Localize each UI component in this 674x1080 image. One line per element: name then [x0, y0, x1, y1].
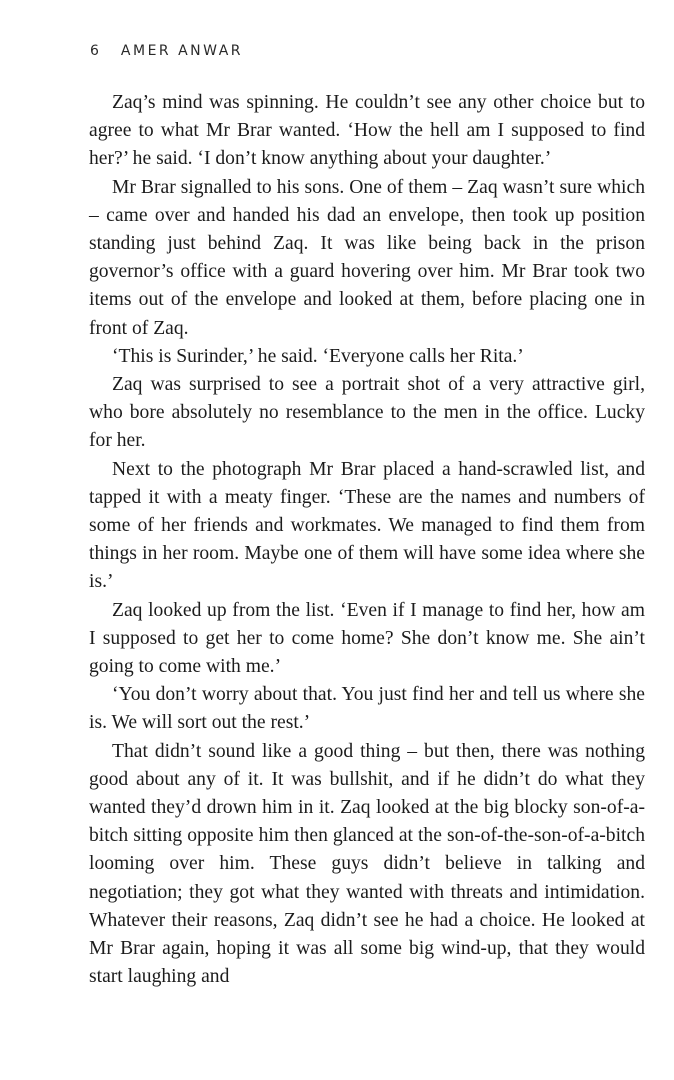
paragraph: Next to the photograph Mr Brar placed a hand-scrawled list, and tapped it with a meaty finger. ‘These are the names and numbers of some of her friends and workmates. We managed to find them from things in her room. Maybe one of them will have some idea where she is.’	[89, 458, 645, 593]
page-number: 6	[90, 43, 99, 59]
paragraph: ‘You don’t worry about that. You just find her and tell us where she is. We will sort out the rest.’	[89, 684, 645, 734]
paragraph: That didn’t sound like a good thing – but then, there was nothing good about any of it. It was bullshit, and if he didn’t do what they wanted they’d drown him in it. Zaq looked at the big blocky son-of-a-bitch sitting opposite him then glanced at the son-of-the-son-of-a-bitch looming over him. These guys didn’t believe in talking and negotiation; they got what they wanted with threats and intimidation. Whatever their reasons, Zaq didn’t see he had a choice. He looked at Mr Brar again, hoping it was all some big wind-up, that they would start laughing and	[89, 740, 645, 988]
paragraph: Zaq looked up from the list. ‘Even if I manage to find her, how am I supposed to get her to come home? She don’t know me. She ain’t going to come with me.’	[89, 599, 645, 678]
body-text	[89, 89, 645, 992]
running-head	[90, 43, 243, 59]
paragraph: Zaq was surprised to see a portrait shot of a very attractive girl, who bore absolutely no resemblance to the men in the office. Lucky for her.	[89, 374, 645, 452]
paragraph: ‘This is Surinder,’ he said. ‘Everyone calls her Rita.’	[112, 345, 524, 367]
paragraph: Mr Brar signalled to his sons. One of them – Zaq wasn’t sure which – came over and handed his dad an envelope, then took up position standing just behind Zaq. It was like being back in the prison governor’s office with a guard hovering over him. Mr Brar took two items out of the envelope and looked at them, before placing one in front of Zaq.	[89, 176, 645, 339]
author-name: AMER ANWAR	[120, 43, 244, 59]
paragraph: Zaq’s mind was spinning. He couldn’t see any other choice but to agree to what Mr Brar wanted. ‘How the hell am I supposed to find her?’ he said. ‘I don’t know anything about your daughter.’	[89, 92, 645, 170]
